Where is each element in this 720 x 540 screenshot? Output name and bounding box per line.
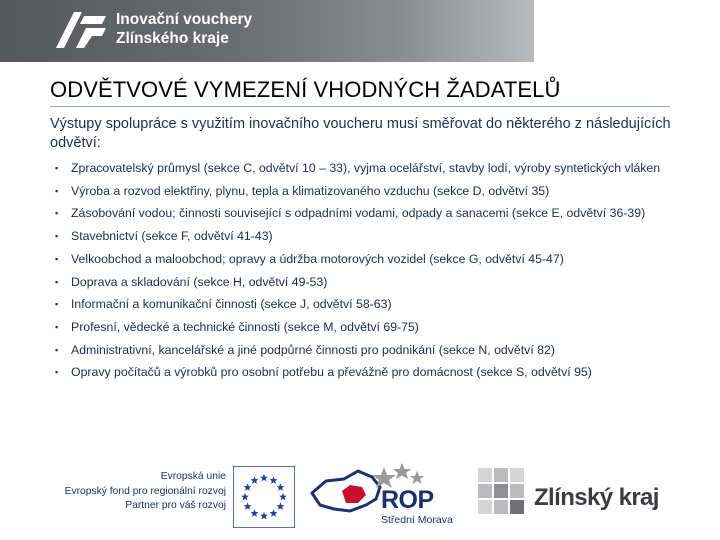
- header-banner: [0, 0, 534, 62]
- zk-logo-text: Zlínský kraj: [534, 484, 659, 511]
- rop-region-text: Střední Morava: [381, 514, 453, 526]
- list-item: [54, 364, 684, 381]
- list-item-text: Velkoobchod a maloobchod; opravy a údržba motorových vozidel (sekce G, odvětví 45-47): [71, 251, 564, 266]
- eu-caption-line1: Evropská unie: [160, 471, 226, 482]
- list-item: [54, 296, 684, 313]
- bullet-icon: ▪: [55, 367, 59, 378]
- list-item-text: Výroba a rozvod elektřiny, plynu, tepla a klimatizovaného vzduchu (sekce D, odvětví 35): [71, 183, 550, 198]
- bullet-icon: ▪: [55, 276, 59, 287]
- list-item-text: Doprava a skladování (sekce H, odvětví 49-53): [71, 274, 328, 289]
- list-item: [54, 319, 684, 336]
- intro-text: Výstupy spolupráce s využitím inovačního voucheru musí směřovat do některého z následujících odvětví:: [50, 116, 671, 151]
- bullet-icon: ▪: [55, 185, 59, 196]
- eu-flag-icon: [233, 466, 295, 528]
- header-logo-text: [116, 10, 252, 48]
- list-item: [54, 160, 684, 177]
- bullet-icon: ▪: [55, 299, 59, 310]
- zk-arrow-logo-icon: [52, 8, 106, 50]
- list-item: [54, 251, 684, 268]
- rop-logo-text: ROP: [381, 486, 434, 514]
- list-item-text: Administrativní, kancelářské a jiné podpůrné činnosti pro podnikání (sekce N, odvětví 82): [71, 342, 555, 357]
- list-item-text: Zpracovatelský průmysl (sekce C, odvětví 10 – 33), vyjma ocelářství, stavby lodí, výroby syntetických vláken: [71, 161, 661, 175]
- bullet-icon: ▪: [55, 321, 59, 332]
- bullet-icon: ▪: [55, 231, 59, 242]
- header-logo-line1: Inovační vouchery: [116, 11, 253, 28]
- list-item-text: Opravy počítačů a výrobků pro osobní potřebu a převážně pro domácnost (sekce S, odvětví 95): [71, 365, 592, 380]
- bullet-icon: ▪: [55, 344, 59, 355]
- list-item: [54, 274, 684, 291]
- page-title: ODVĚTVOVÉ VYMEZENÍ VHODNÝCH ŽADATELŮ: [50, 77, 561, 102]
- eu-caption-line2: Evropský fond pro regionální rozvoj: [64, 485, 226, 497]
- list-item-text: Stavebnictví (sekce F, odvětví 41-43): [71, 229, 273, 244]
- zk-squares-logo-icon: [478, 468, 526, 518]
- list-item: [54, 342, 684, 359]
- sector-list: [54, 160, 684, 387]
- list-item: [54, 228, 684, 245]
- title-divider: [50, 106, 670, 107]
- bullet-icon: ▪: [55, 208, 59, 219]
- bullet-icon: ▪: [55, 253, 59, 264]
- list-item-text: Profesní, vědecké a technické činnosti (sekce M, odvětví 69-75): [71, 319, 419, 334]
- list-item: [54, 205, 684, 222]
- header-logo-line2: Zlínského kraje: [116, 30, 229, 47]
- bullet-icon: ▪: [55, 163, 59, 173]
- list-item: [54, 183, 684, 200]
- eu-caption-line3: Partner pro váš rozvoj: [125, 500, 226, 512]
- list-item-text: Zásobování vodou; činnosti související s odpadními vodami, odpady a sanacemi (sekce E, odvětví 36-39): [71, 206, 646, 221]
- eu-caption: [58, 470, 226, 514]
- list-item-text: Informační a komunikační činnosti (sekce J, odvětví 58-63): [71, 297, 392, 312]
